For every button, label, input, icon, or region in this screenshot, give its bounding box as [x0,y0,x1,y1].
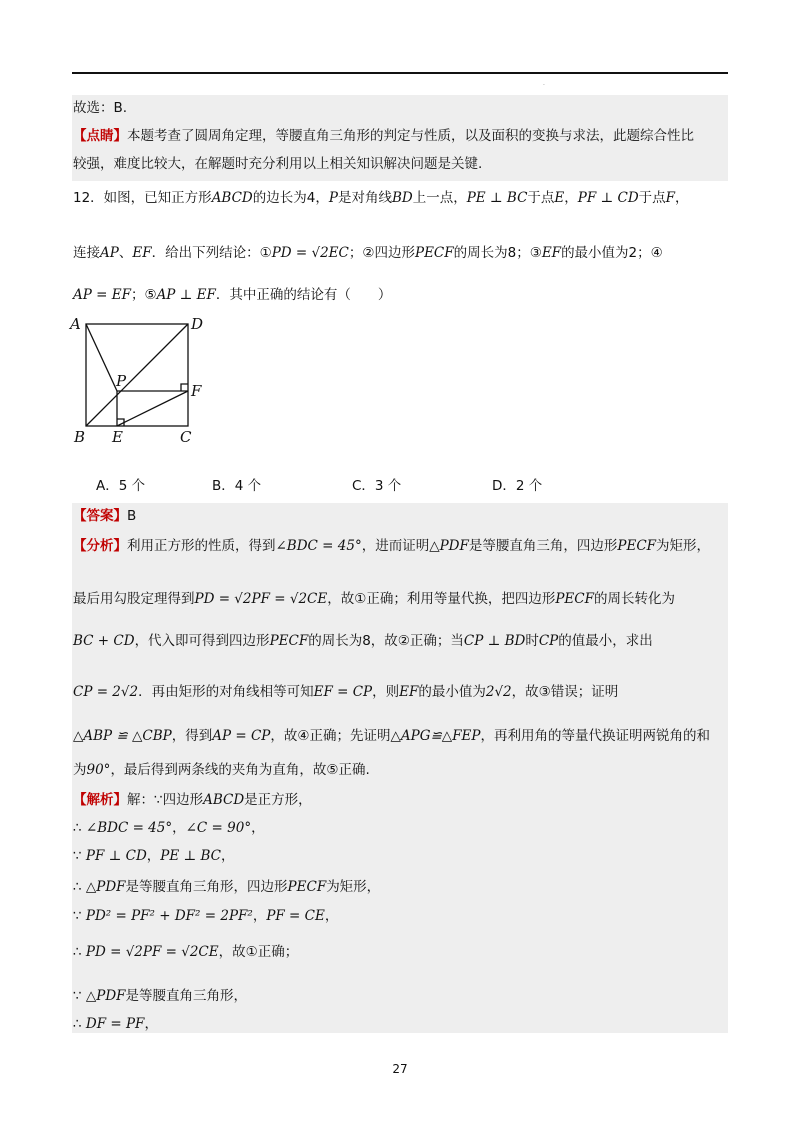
text-segment: ，代入即可得到四边形 [134,633,270,649]
text-segment: 的周长为8；③ [453,245,542,261]
analysis-line-6 [73,760,370,780]
text-segment: ，再利用角的等量代换证明两锐角的和 [480,728,710,744]
section-tag: 【分析】 [73,538,127,554]
text-segment: 是正方形， [244,792,312,808]
label-a: A [70,315,81,333]
math-expression: PECF [555,591,594,607]
math-expression: △PDF [85,879,126,895]
text-segment: ，得到 [171,728,213,744]
math-expression: △PDF [85,988,126,1004]
text-segment: ， [251,820,265,836]
label-e: E [112,428,123,446]
math-expression: CP [538,633,559,649]
text-segment: ， [675,190,689,206]
text-segment: 的周长转化为 [593,591,675,607]
text-segment: ∵ [73,848,86,864]
text-segment: ，故①正确； [218,944,299,960]
text-segment: 、 [118,245,133,261]
math-expression: △APG≌△FEP [390,728,481,744]
solution-line-7 [73,986,247,1006]
math-expression: ∠BDC = 45° [85,820,173,836]
math-expression: PD = √2PF = √2CE [85,944,219,960]
text-segment: ，故①正确；利用等量代换，把四边形 [327,591,556,607]
math-expression: PECF [617,538,657,554]
math-expression: P [328,190,338,206]
text-segment: 的边长为4， [252,190,329,206]
prev-answer-line: 故选：B. [73,100,128,116]
label-c: C [180,428,192,446]
math-expression: BD [391,190,413,206]
solution-line-4 [73,877,380,897]
math-expression: ABCD [203,792,245,808]
answer-line [73,506,136,526]
text-segment: 是等腰直角三角，四边形 [468,538,618,554]
text-segment: ， [144,1016,158,1032]
text-segment: ∵ [73,988,86,1004]
segment-ap [86,324,117,391]
text-segment: ；⑤ [130,287,157,303]
math-expression: CP ⊥ BD [463,633,526,649]
math-expression: EF [541,245,562,261]
text-segment: B [127,508,137,524]
math-expression: PF ⊥ CD [85,848,147,864]
comment-line-1: 【点睛】本题考查了圆周角定理，等腰直角三角形的判定与性质，以及面积的变换与求法，此题综合性比 [73,128,694,144]
label-d: D [191,315,204,333]
math-expression: EF [132,245,152,261]
segment-ef [117,391,188,426]
text-segment: ， [146,848,161,864]
option-d: D．2 个 [492,478,543,494]
text-segment: ∵ [73,908,86,924]
question-line-1 [73,188,689,208]
text-segment: ∴ [73,1016,86,1032]
analysis-line-5 [73,726,710,746]
analysis-line-3 [73,631,653,651]
geometry-figure [66,312,216,452]
question-line-3 [73,285,391,305]
text-segment: 是等腰直角三角形，四边形 [125,879,288,895]
math-expression: ∠C = 90° [185,820,252,836]
text-segment: ， [172,820,186,836]
text-segment: ．再由矩形的对角线相等可知 [138,684,314,700]
comment-line-2: 较强，难度比较大，在解题时充分利用以上相关知识解决问题是关键. [73,156,483,172]
section-tag: 【解析】 [73,792,127,808]
option-a: A．5 个 [96,478,146,494]
math-expression: △PDF [429,538,469,554]
math-expression: △ABP ≌ △CBP [73,728,172,744]
math-expression: PECF [287,879,327,895]
math-expression: PD² = PF² + DF² = 2PF² [85,908,253,924]
right-angle-f [181,384,188,391]
text-segment: ；②四边形 [348,245,415,261]
question-line-2 [73,243,663,263]
text-segment: ，则 [372,684,400,700]
header-rule [72,72,728,74]
text-segment: 为矩形， [326,879,381,895]
math-expression: E [554,190,565,206]
solution-line-5 [73,906,338,926]
text-segment: ， [324,908,339,924]
text-segment: ∴ [73,820,86,836]
text-segment: 的值最小，求出 [558,633,653,649]
math-expression: PD = √2PF = √2CE [194,591,328,607]
label-f: F [191,382,202,400]
math-expression: 2√2 [485,684,512,700]
math-expression: BC + CD [73,633,135,649]
math-expression: AP [100,245,119,261]
text-segment: 是对角线 [337,190,392,206]
text-segment: 于点 [638,190,666,206]
math-expression: AP = CP [212,728,271,744]
text-segment: 利用正方形的性质，得到 [127,538,276,554]
label-p: P [116,372,127,390]
math-expression: DF = PF [85,1016,145,1032]
text-segment: ， [564,190,578,206]
text-segment: 的最小值为2；④ [561,245,663,261]
analysis-line-2 [73,589,675,609]
math-expression: PE ⊥ BC [466,190,528,206]
page-number: 27 [392,1062,408,1076]
text-segment: 最后用勾股定理得到 [73,591,195,607]
text-segment: 为矩形， [656,538,711,554]
math-expression: AP ⊥ EF [156,287,216,303]
solution-line-2 [73,818,265,838]
text-segment: ．其中正确的结论有（ ） [215,287,392,303]
analysis-line-1 [73,536,710,556]
text-segment: 于点 [527,190,555,206]
solution-line-6 [73,942,298,962]
text-segment: 解：∵四边形 [127,792,204,808]
section-tag: 【答案】 [73,508,127,524]
text-segment: ， [252,908,267,924]
math-expression: PE ⊥ BC [160,848,221,864]
text-segment: 是等腰直角三角形， [125,988,248,1004]
text-segment: ．给出下列结论：① [151,245,272,261]
math-expression: ∠BDC = 45° [275,538,362,554]
text-segment: 为 [73,762,87,778]
math-expression: PECF [269,633,309,649]
math-expression: PF ⊥ CD [577,190,639,206]
text-segment: ∴ [73,879,86,895]
text-segment: ，故③错误；证明 [511,684,619,700]
text-segment: 的周长为8，故②正确；当 [308,633,464,649]
math-expression: AP = EF [73,287,131,303]
solution-line-1 [73,790,312,810]
math-expression: PECF [414,245,454,261]
math-expression: EF [399,684,419,700]
text-segment: ，进而证明 [361,538,430,554]
comment-tag: 【点睛】 [73,128,127,144]
math-expression: ABCD [211,190,253,206]
text-segment: 连接 [73,245,100,261]
option-c: C．3 个 [352,478,402,494]
text-segment: 12．如图，已知正方形 [73,190,212,206]
math-expression: CP = 2√2 [73,684,139,700]
math-expression: F [665,190,676,206]
text-segment: 的最小值为 [418,684,486,700]
diagonal-bd [86,324,188,426]
text-segment: ∴ [73,944,86,960]
solution-line-3 [73,846,235,866]
option-b: B．4 个 [212,478,262,494]
math-expression: PF = CE [266,908,325,924]
text-segment: ， [221,848,235,864]
solution-line-8 [73,1014,158,1034]
math-expression: EF = CP [313,684,373,700]
text-segment: 时 [525,633,539,649]
text-segment: ，故④正确；先证明 [270,728,391,744]
analysis-line-4 [73,682,618,702]
math-expression: PD = √2EC [271,245,349,261]
header-dot: · [543,82,545,89]
label-b: B [74,428,86,446]
text-segment: 上一点， [412,190,467,206]
text-segment: ，最后得到两条线的夹角为直角，故⑤正确. [110,762,370,778]
math-expression: 90° [86,762,111,778]
